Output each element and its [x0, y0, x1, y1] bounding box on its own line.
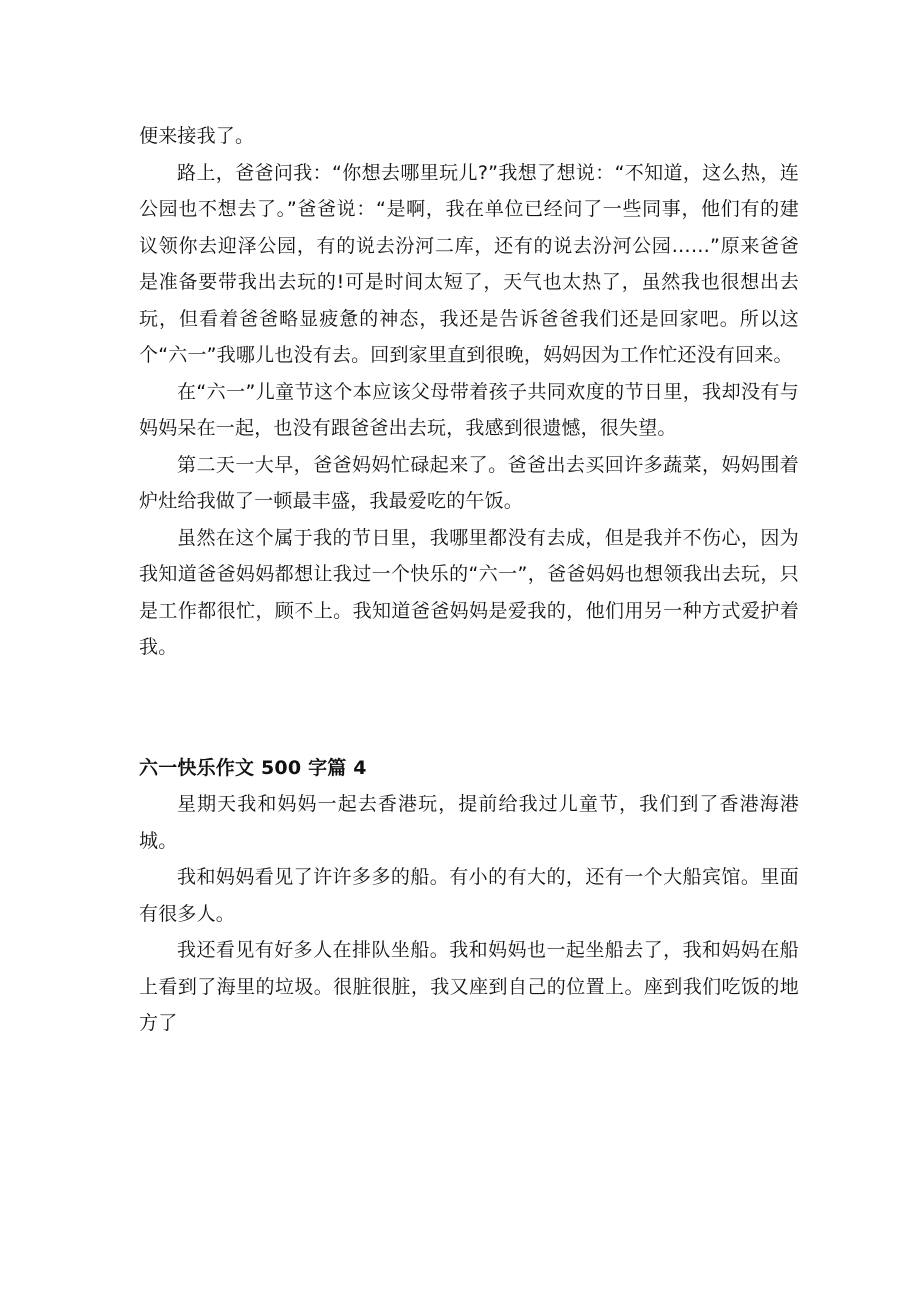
paragraph: 星期天我和妈妈一起去香港玩，提前给我过儿童节，我们到了香港海港城。 — [139, 793, 799, 852]
paragraph: 第二天一大早，爸爸妈妈忙碌起来了。爸爸出去买回许多蔬菜，妈妈围着炉灶给我做了一顿最丰盛，我最爱吃的午饭。 — [139, 453, 799, 512]
section-spacer — [139, 666, 799, 750]
section-heading: 六一快乐作文 500 字篇 4 — [139, 756, 367, 779]
paragraph: 路上，爸爸问我：“你想去哪里玩儿?”我想了想说：“不知道，这么热，连公园也不想去了。”爸爸说：“是啊，我在单位已经问了一些同事，他们有的建议领你去迎泽公园，有的说去汾河二库，还有的说去汾河公园……”原来爸爸是准备要带我出去玩的!可是时间太短了，天气也太热了，虽然我也很想出去玩，但看着爸爸略显疲惫的神态，我还是告诉爸爸我们还是回家吧。所以这个“六一”我哪儿也没有去。回到家里直到很晚，妈妈因为工作忙还没有回来。 — [139, 161, 799, 366]
paragraph: 在“六一”儿童节这个本应该父母带着孩子共同欢度的节日里，我却没有与妈妈呆在一起，也没有跟爸爸出去玩，我感到很遗憾，很失望。 — [139, 380, 799, 439]
paragraph: 虽然在这个属于我的节日里，我哪里都没有去成，但是我并不伤心，因为我知道爸爸妈妈都想让我过一个快乐的“六一”，爸爸妈妈也想领我出去玩，只是工作都很忙，顾不上。我知道爸爸妈妈是爱我的，他们用另一种方式爱护着我。 — [139, 526, 799, 658]
document-body — [139, 118, 799, 1042]
paragraph: 我和妈妈看见了许许多多的船。有小的有大的，还有一个大船宾馆。里面有很多人。 — [139, 866, 799, 925]
paragraph: 便来接我了。 — [139, 125, 255, 147]
paragraph: 我还看见有好多人在排队坐船。我和妈妈也一起坐船去了，我和妈妈在船上看到了海里的垃圾。很脏很脏，我又座到自己的位置上。座到我们吃饭的地方了 — [139, 939, 799, 1034]
